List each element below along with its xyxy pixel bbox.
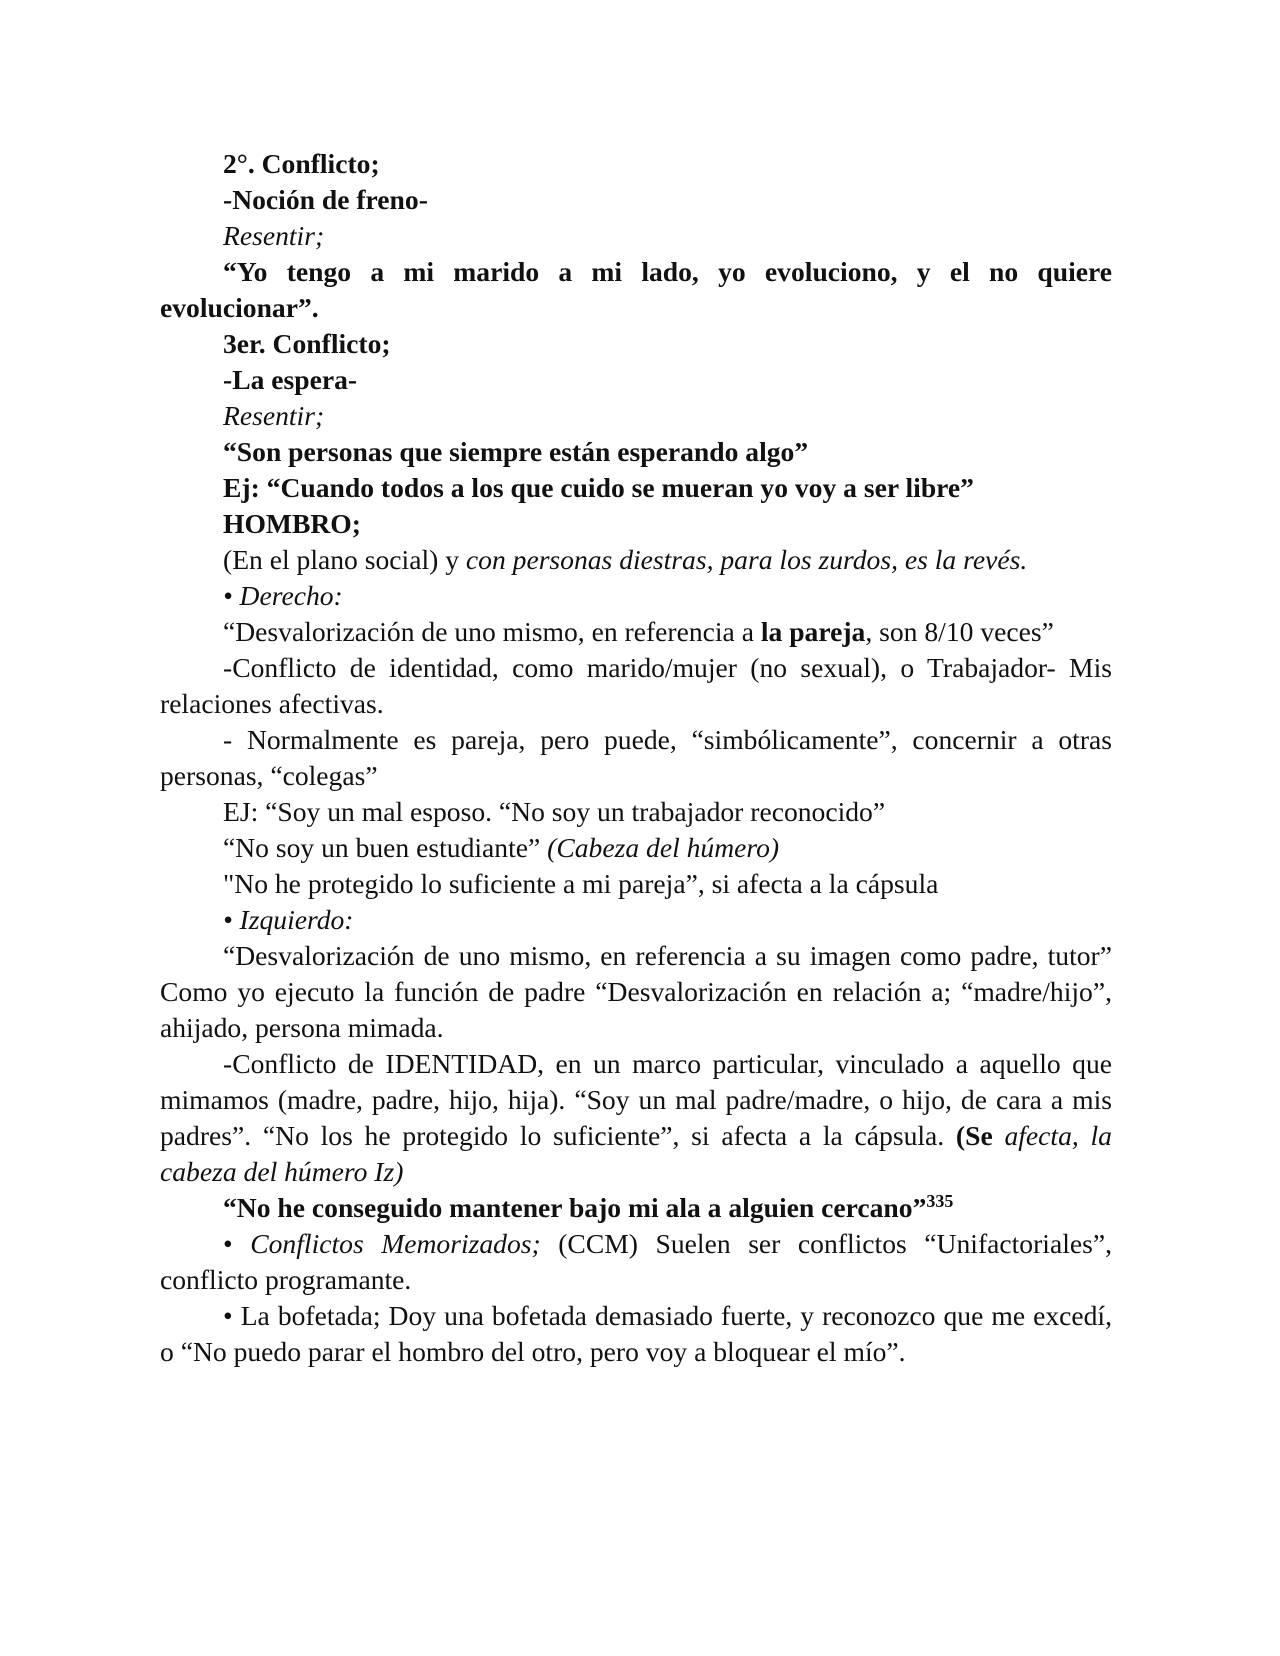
example-protect-partner: "No he protegido lo suficiente a mi pareja”, si afecta a la cápsula <box>223 868 939 899</box>
paragraph-symbolic-partner: - Normalmente es pareja, pero puede, “simbólicamente”, concernir a otras personas, “colegas” <box>160 724 1112 791</box>
paragraph-slap: • La bofetada; Doy una bofetada demasiado fuerte, y reconozco que me excedí, o “No puedo parar el hombro del otro, pero voy a bloquear el mío”. <box>160 1300 1112 1367</box>
identity-particular-text: -Conflicto de IDENTIDAD, en un marco particular, vinculado a aquello que mimamos (madre, padre, hijo, hija). “Soy un mal padre/madre, o hijo, de cara a mis padres”. “No los he protegido lo suficiente”, si afecta a la cápsula. <box>160 1048 1112 1151</box>
social-plane-text: (En el plano social) y <box>223 544 466 575</box>
footnote-ref: 335 <box>926 1190 954 1211</box>
quote-waiting-people: “Son personas que siempre están esperando algo” <box>223 436 809 467</box>
quote-husband: “Yo tengo a mi marido a mi lado, yo evoluciono, y el no quiere evolucionar”. <box>160 256 1112 323</box>
paragraph-identity-conflict: -Conflicto de identidad, como marido/mujer (no sexual), o Trabajador- Mis relaciones afectivas. <box>160 652 1112 719</box>
paragraph-memorized-conflicts-line1 <box>160 1226 1112 1298</box>
example-student <box>160 830 1112 866</box>
se-emphasis: (Se <box>955 1120 993 1151</box>
resentir-label-2: Resentir; <box>223 400 325 431</box>
right-handed-note: con personas diestras, para los zurdos, es la revés. <box>465 544 1028 575</box>
paragraph-devaluation-parent: “Desvalorización de uno mismo, en referencia a su imagen como padre, tutor” Como yo ejecuto la función de padre “Desvalorización en relación a; “madre/hijo”, ahijado, persona mimada. <box>160 940 1112 1043</box>
subheading-waiting: -La espera- <box>223 364 358 395</box>
humerus-head-note: (Cabeza del húmero) <box>547 832 780 863</box>
memorized-conflicts-text: (CCM) Suelen ser conflictos “Unifactoriales”, conflicto programante. <box>160 1228 1112 1295</box>
under-wing-text: “No he conseguido mantener bajo mi ala a alguien cercano” <box>223 1192 927 1223</box>
paragraph-identity-particular <box>160 1046 1112 1190</box>
paragraph-devaluation-partner <box>160 614 1112 650</box>
partner-emphasis: la pareja <box>760 616 866 647</box>
bullet-right: • Derecho: <box>223 580 343 611</box>
devaluation-ratio: , son 8/10 veces” <box>865 616 1054 647</box>
bullet-dot: • <box>223 1228 251 1259</box>
memorized-conflicts-term: Conflictos Memorizados; <box>250 1228 541 1259</box>
heading-third-conflict: 3er. Conflicto; <box>223 328 391 359</box>
heading-second-conflict: 2°. Conflicto; <box>223 148 380 179</box>
devaluation-text: “Desvalorización de uno mismo, en referencia a <box>223 616 761 647</box>
quote-under-wing <box>160 1190 1112 1226</box>
example-free: Ej: “Cuando todos a los que cuido se mueran yo voy a ser libre” <box>223 472 974 503</box>
heading-shoulder: HOMBRO; <box>223 508 361 539</box>
student-quote: “No soy un buen estudiante” <box>223 832 548 863</box>
subheading-brake-notion: -Noción de freno- <box>223 184 428 215</box>
resentir-label-1: Resentir; <box>223 220 325 251</box>
bullet-left: • Izquierdo: <box>223 904 354 935</box>
document-page <box>160 146 1112 1370</box>
left-humerus-note: afecta, la cabeza del húmero Iz) <box>160 1120 1112 1187</box>
paragraph-social-plane <box>160 542 1112 578</box>
example-bad-husband: EJ: “Soy un mal esposo. “No soy un trabajador reconocido” <box>223 796 886 827</box>
